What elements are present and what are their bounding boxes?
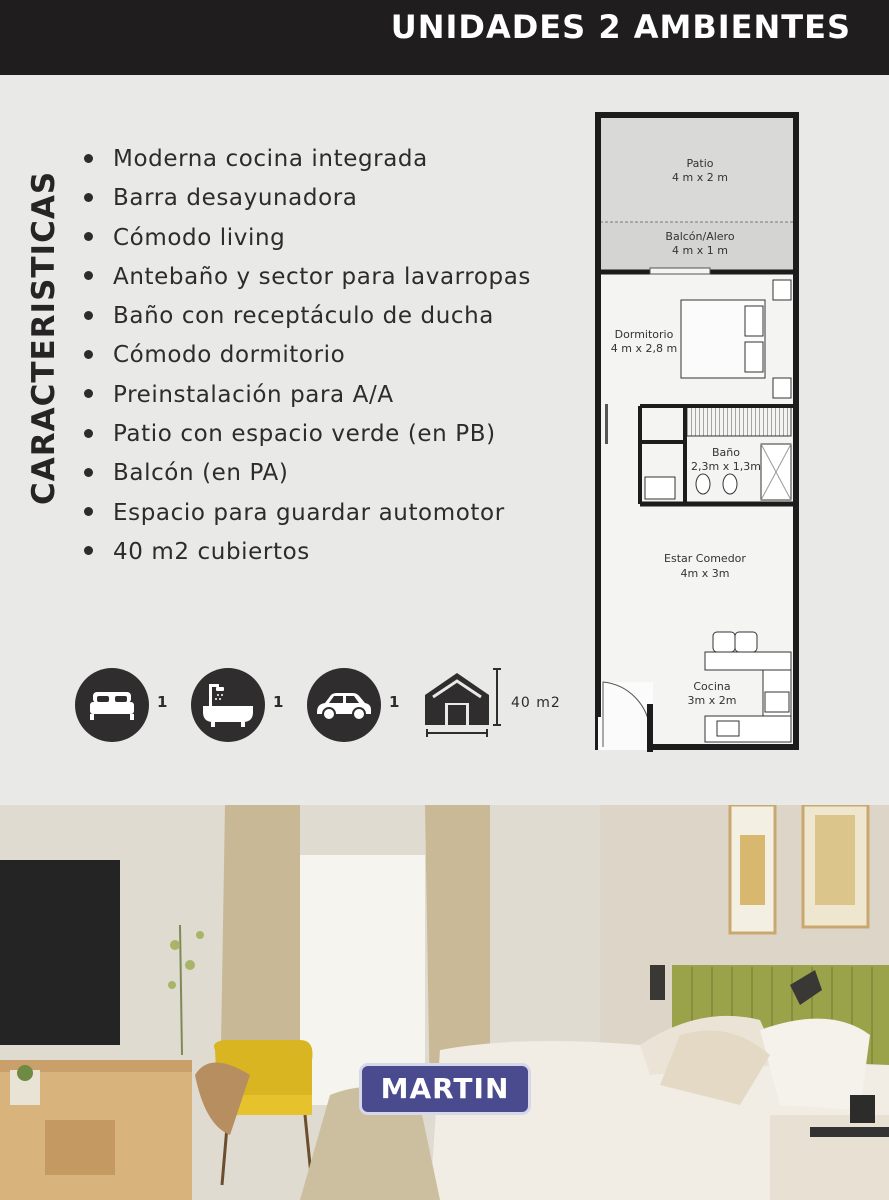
car-icon: [307, 668, 381, 742]
patio-label: Patio: [686, 157, 714, 170]
patio-size: 4 m x 2 m: [672, 171, 728, 184]
feature-item: [80, 454, 531, 493]
feature-text: Patio con espacio verde (en PB): [113, 421, 496, 448]
feature-text: Balcón (en PA): [113, 460, 289, 487]
feature-text: Moderna cocina integrada: [113, 146, 428, 172]
feature-text: Cómodo dormitorio: [113, 342, 346, 369]
balcony-size: 4 m x 1 m: [672, 244, 728, 257]
bullet-icon: [84, 271, 93, 280]
living-size: 4m x 3m: [680, 567, 730, 580]
section-title: CARACTERISTICAS: [26, 170, 62, 505]
feature-item: [80, 258, 531, 297]
feature-item: [80, 179, 531, 218]
bullet-icon: [84, 154, 93, 163]
feature-text: Antebaño y sector para lavarropas: [113, 263, 531, 290]
bed-count: 1: [157, 693, 168, 711]
bullet-icon: [84, 311, 93, 320]
feature-item: [80, 376, 531, 415]
bullet-icon: [84, 507, 93, 516]
feature-item: [80, 494, 531, 533]
header-bar: [0, 0, 889, 75]
feature-item: [80, 140, 531, 179]
feature-list: [80, 140, 531, 572]
bullet-icon: [84, 546, 93, 555]
bedroom-size: 4 m x 2,8 m: [610, 342, 678, 355]
bullet-icon: [84, 350, 93, 359]
amenities-row: [75, 665, 575, 745]
living-label: Estar Comedor: [664, 552, 746, 565]
bullet-icon: [84, 193, 93, 202]
feature-text: Baño con receptáculo de ducha: [113, 303, 494, 330]
bullet-icon: [84, 429, 93, 438]
car-count: 1: [389, 693, 400, 711]
bed-icon: [75, 668, 149, 742]
feature-item: [80, 533, 531, 572]
feature-text: Cómodo living: [113, 224, 286, 251]
feature-text: Barra desayunadora: [113, 185, 358, 212]
feature-item: [80, 297, 531, 336]
kitchen-label: Cocina: [693, 680, 731, 693]
feature-item: [80, 219, 531, 258]
bathroom-size: 2,3m x 1,3m: [691, 460, 761, 473]
bullet-icon: [84, 389, 93, 398]
page-title: UNIDADES 2 AMBIENTES: [390, 8, 851, 46]
bathroom-label: Baño: [712, 446, 740, 459]
bedroom-label: Dormitorio: [614, 328, 674, 341]
feature-text: 40 m2 cubiertos: [113, 538, 310, 565]
floor-plan: [595, 112, 805, 757]
brand-logo: MARTIN: [359, 1063, 531, 1115]
feature-text: Espacio para guardar automotor: [113, 499, 505, 526]
house-icon: [419, 665, 507, 745]
feature-text: Preinstalación para A/A: [113, 381, 394, 408]
area-label: 40 m2: [511, 695, 561, 711]
bullet-icon: [84, 468, 93, 477]
bedroom-photo: [0, 805, 889, 1200]
balcony-label: Balcón/Alero: [665, 230, 735, 243]
feature-item: [80, 415, 531, 454]
feature-item: [80, 336, 531, 375]
bullet-icon: [84, 232, 93, 241]
bath-count: 1: [273, 693, 284, 711]
bathtub-icon: [191, 668, 265, 742]
kitchen-size: 3m x 2m: [687, 694, 737, 707]
